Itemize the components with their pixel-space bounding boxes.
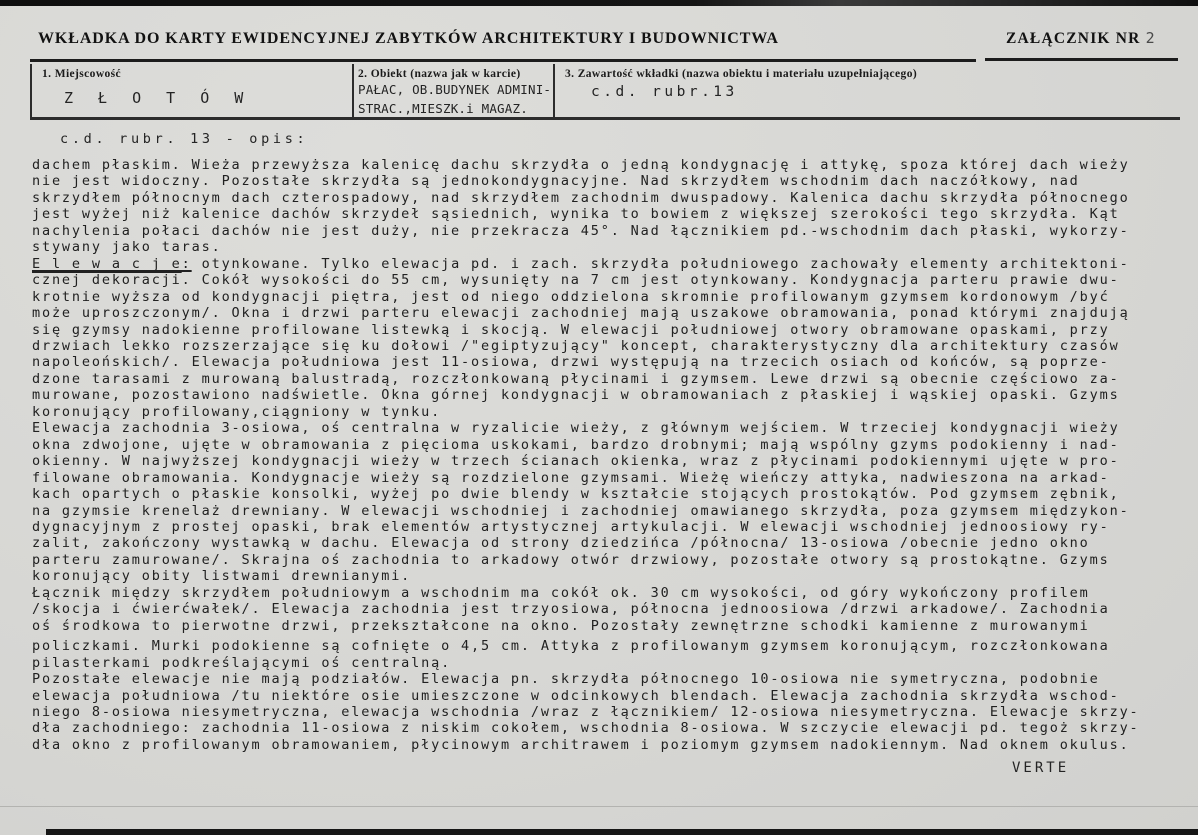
text-line: stywany jako taras. bbox=[32, 239, 222, 256]
text-line: /skocja i ćwierćwałek/. Elewacja zachodnia jest trzyosiowa, północna jednoosiowa /drzwi arkadowe/. Zachodnia bbox=[32, 601, 1110, 618]
text-line: parteru zamurowane/. Skrajna oś zachodnia to arkadowy otwór drzwiowy, pozostałe otwory są prostokątne. Gzyms bbox=[32, 551, 1110, 568]
header-rule-right bbox=[985, 58, 1178, 61]
text-line: murowane, pozostawiono nadświetle. Okna górnej kondygnacji w obramowaniach z płaskiej i wąskiej opaski. Gzyms bbox=[32, 387, 1120, 404]
text-line: oś środkowa to pierwotne drzwi, przekształcone na okno. Pozostały zewnętrzne schodki kamienne z murowanymi bbox=[32, 617, 1090, 634]
text-line: krotnie wyższa od kondygnacji piętra, jest od niego oddzielona skromnie profilowanym gzymsem kordonowym /być bbox=[32, 288, 1110, 305]
page-title: WKŁADKA DO KARTY EWIDENCYJNEJ ZABYTKÓW ARCHITEKTURY I BUDOWNICTWA bbox=[38, 30, 779, 47]
text-line: dła zachodniego: zachodnia 11-osiowa z niskim cokołem, wschodnia 8-osiowa. W szczycie elewacji pd. tegoż skrzy- bbox=[32, 720, 1140, 737]
text-line: filowane obramowania. Kondygnacje wieży są rozdzielone gzymsami. Wieżę wieńczy attyka, nadwieszona na arkad- bbox=[32, 469, 1110, 486]
field-object-label: 2. Obiekt (nazwa jak w karcie) bbox=[358, 68, 521, 80]
text-line: policzkami. Murki podokienne są cofnięte o 4,5 cm. Attyka z profilowanym gzymsem koronującym, rozczłonkowana bbox=[32, 638, 1110, 655]
text-line: nie jest widoczny. Pozostałe skrzydła są jednokondygnacyjne. Nad skrzydłem wschodnim dach naczółkowy, nad bbox=[32, 173, 1080, 190]
field-object bbox=[354, 64, 555, 117]
text-line: dygnacyjnym z prostej opaski, brak elementów artystycznej artykulacji. W elewacji wschodniej jednoosiowy ry- bbox=[32, 518, 1110, 535]
text-line: pilasterkami podkreślającymi oś centralną. bbox=[32, 654, 452, 671]
text-line: cznej dekoracji. Cokół wysokości do 55 cm, wysunięty na 7 cm jest otynkowany. Kondygnacja parteru prawie dwu- bbox=[32, 272, 1120, 289]
field-contents bbox=[555, 64, 1180, 117]
attachment-number-value: 2 bbox=[1145, 29, 1156, 47]
form-header-table bbox=[30, 64, 1180, 120]
field-locality-label: 1. Miejscowość bbox=[42, 68, 122, 80]
text-line: okienny. W najwyższej kondygnacji wieży w trzech ścianach okienka, wraz z płycinami podokiennymi ujęte w pro- bbox=[32, 453, 1120, 470]
text-line: kach opartych o płaskie konsolki, wyżej po dwie blendy w kształcie stojących prostokątów. Pod gzymsem zębnik, bbox=[32, 486, 1120, 503]
text-line: nachylenia połaci dachów nie jest duży, nie przekracza 45°. Nad łącznikiem pd.-wschodnim dach płaski, wykorzy- bbox=[32, 222, 1130, 239]
text-line: E l e w a c j e: otynkowane. Tylko elewacja pd. i zach. skrzydła południowego zachowały elementy architektoni- bbox=[32, 255, 1130, 272]
scan-fold-line bbox=[0, 806, 1198, 807]
text-line: niego 8-osiowa niesymetryczna, elewacja wschodnia /wraz z łącznikiem/ 12-osiowa niesymetryczna. Elewacje skrzy- bbox=[32, 703, 1140, 720]
field-object-value-line2: STRAC.,MIESZK.i MAGAZ. bbox=[358, 100, 528, 116]
scan-bottom-edge bbox=[46, 829, 1198, 835]
attachment-label-text: ZAŁĄCZNIK NR bbox=[1006, 30, 1141, 47]
description-heading: c.d. rubr. 13 - opis: bbox=[60, 131, 309, 147]
text-line: jest wyżej niż kalenice dachów skrzydeł sąsiednich, wynika to bowiem z większej szerokości tego skrzydła. Kąt bbox=[32, 206, 1120, 223]
text-line: drzwiach lekko rozszerzające się ku dołowi /"egiptyzujący" koncept, charakterystyczny dla architektury czasów bbox=[32, 337, 1120, 354]
description-body bbox=[32, 157, 1192, 753]
text-line: koronujący profilowany,ciągniony w tynku. bbox=[32, 403, 442, 420]
text-line: Łącznik między skrzydłem południowym a wschodnim ma cokół ok. 30 cm wysokości, od góry wykończony profilem bbox=[32, 584, 1090, 601]
header-rule-left bbox=[30, 59, 976, 62]
text-line: skrzydłem północnym dach czterospadowy, nad skrzydłem zachodnim dwuspadowy. Kalenica dachu skrzydła północnego bbox=[32, 189, 1130, 206]
text-line: koronujący obity listwami drewnianymi. bbox=[32, 568, 412, 585]
text-line: Pozostałe elewacje nie mają podziałów. Elewacja pn. skrzydła północnego 10-osiowa nie symetryczna, podobnie bbox=[32, 671, 1100, 688]
text-line: się gzymsy nadokienne profilowane listewką i skocją. W elewacji południowej otwory obramowane opaskami, przy bbox=[32, 321, 1110, 338]
text-line: dzone tarasami z murowaną balustradą, rozczłonkowaną płycinami i gzymsem. Lewe drzwi są obecnie częściowo za- bbox=[32, 370, 1120, 387]
text-line: elewacja południowa /tu niektóre osie umieszczone w odcinkowych blendach. Elewacja zachodnia skrzydła wschod- bbox=[32, 687, 1120, 704]
field-locality-value: Z Ł O T Ó W bbox=[64, 89, 252, 107]
field-contents-value: c.d. rubr.13 bbox=[591, 84, 738, 100]
field-contents-label: 3. Zawartość wkładki (nazwa obiektu i materiału uzupełniającego) bbox=[565, 68, 918, 80]
field-object-value-line1: PAŁAC, OB.BUDYNEK ADMINI- bbox=[358, 82, 552, 97]
attachment-number-label bbox=[1006, 29, 1156, 48]
text-line: Elewacja zachodnia 3-osiowa, oś centralna w ryzalicie wieży, z głównym wejściem. W trzeciej kondygnacji wieży bbox=[32, 420, 1120, 437]
text-line: okna zdwojone, ujęte w obramowania z pięcioma uskokami, bardzo drobnymi; mają wspólny gzyms podokienny i nad- bbox=[32, 436, 1120, 453]
text-line: na gzymsie krenelaż drewniany. W elewacji wschodniej i zachodniej omawianego skrzydła, poza gzymsem międzykon- bbox=[32, 502, 1130, 519]
field-locality bbox=[32, 64, 354, 117]
text-line: dła okno z profilowanym obramowaniem, płycinowym architrawem i poziomym gzymsem nadokiennym. Nad oknem okulus. bbox=[32, 736, 1130, 753]
verte-label: VERTE bbox=[1012, 760, 1070, 776]
text-line: zalit, zakończony wystawką w dachu. Elewacja od strony dziedzińca /północna/ 13-osiowa /obecnie jedno okno bbox=[32, 535, 1090, 552]
text-line: może uproszczonym/. Okna i drzwi parteru elewacji zachodniej mają uszakowe obramowania, ponad którymi znajdują bbox=[32, 305, 1130, 322]
text-line: napoleońskich/. Elewacja południowa jest 11-osiowa, drzwi występują na trzecich osiach od końców, są poprze- bbox=[32, 354, 1110, 371]
text-line: dachem płaskim. Wieża przewyższa kalenicę dachu skrzydła o jedną kondygnację i attykę, spoza której dach wieży bbox=[32, 157, 1130, 173]
scan-top-edge bbox=[0, 0, 1198, 6]
